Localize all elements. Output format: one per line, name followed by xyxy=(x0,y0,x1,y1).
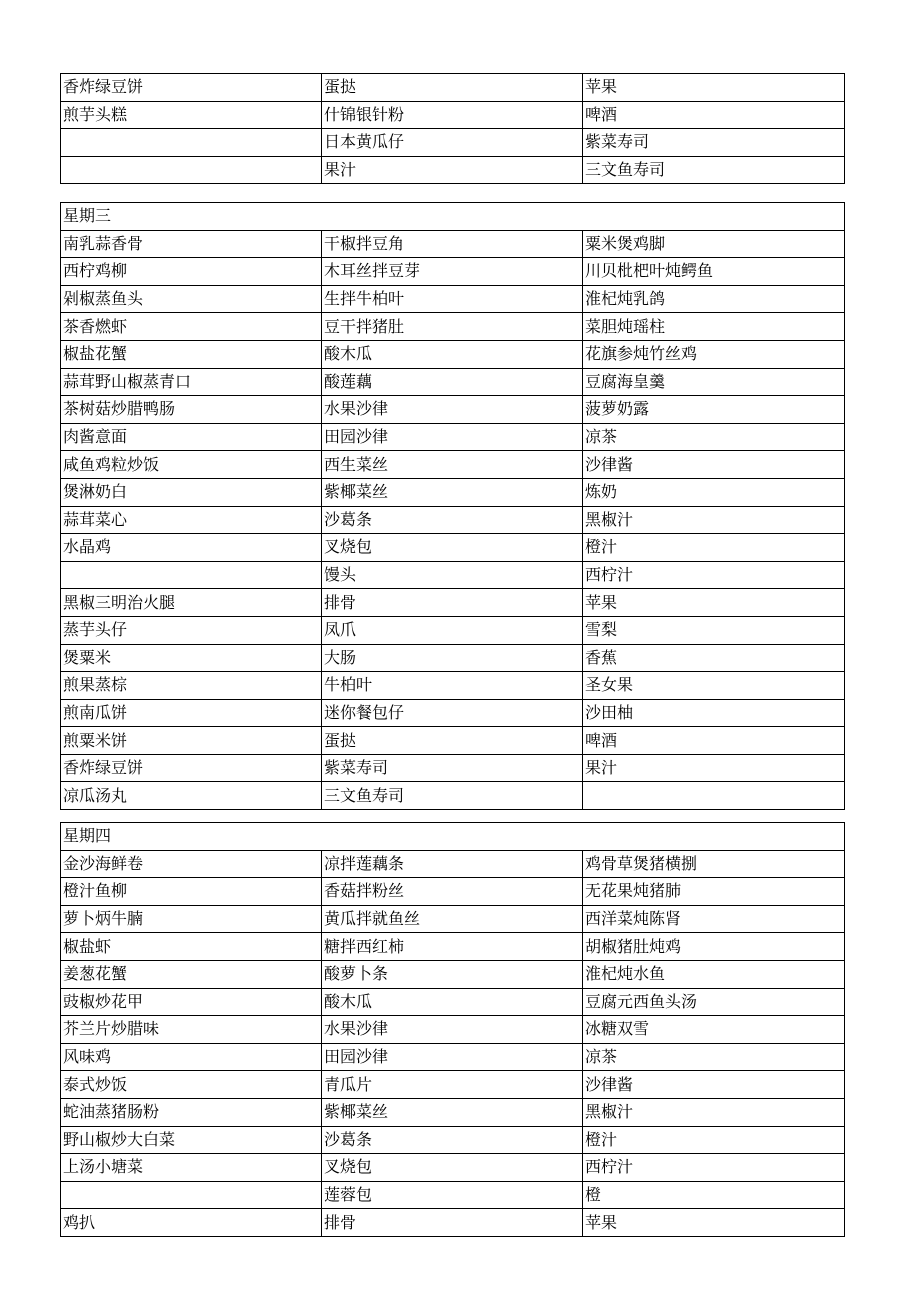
soup-drink-cell: 橙 xyxy=(583,1181,845,1209)
soup-drink-cell: 橙汁 xyxy=(583,1126,845,1154)
soup-drink-cell: 苹果 xyxy=(583,589,845,617)
soup-drink-cell: 粟米煲鸡脚 xyxy=(583,230,845,258)
table-row xyxy=(61,478,845,506)
table-row xyxy=(61,933,845,961)
dish-cell: 豉椒炒花甲 xyxy=(61,988,322,1016)
soup-drink-cell: 苹果 xyxy=(583,74,845,102)
side-dish-cell: 紫椰菜丝 xyxy=(322,478,583,506)
menu-table-body xyxy=(61,230,845,809)
table-row xyxy=(61,1126,845,1154)
dish-cell: 南乳蒜香骨 xyxy=(61,230,322,258)
table-row xyxy=(61,451,845,479)
dish-cell xyxy=(61,1181,322,1209)
dish-cell: 凉瓜汤丸 xyxy=(61,782,322,810)
side-dish-cell: 果汁 xyxy=(322,156,583,184)
table-row xyxy=(61,230,845,258)
soup-drink-cell: 黑椒汁 xyxy=(583,506,845,534)
soup-drink-cell: 圣女果 xyxy=(583,672,845,700)
table-row xyxy=(61,1209,845,1237)
soup-drink-cell: 豆腐元西鱼头汤 xyxy=(583,988,845,1016)
menu-table-wednesday xyxy=(60,202,845,810)
soup-drink-cell: 无花果炖猪肺 xyxy=(583,878,845,906)
dish-cell: 风味鸡 xyxy=(61,1043,322,1071)
soup-drink-cell: 菠萝奶露 xyxy=(583,396,845,424)
dish-cell: 煎芋头糕 xyxy=(61,101,322,129)
dish-cell: 金沙海鲜卷 xyxy=(61,850,322,878)
side-dish-cell: 香菇拌粉丝 xyxy=(322,878,583,906)
side-dish-cell: 排骨 xyxy=(322,1209,583,1237)
soup-drink-cell: 花旗参炖竹丝鸡 xyxy=(583,340,845,368)
dish-cell: 姜葱花蟹 xyxy=(61,960,322,988)
soup-drink-cell: 三文鱼寿司 xyxy=(583,156,845,184)
table-row xyxy=(61,368,845,396)
dish-cell: 煲淋奶白 xyxy=(61,478,322,506)
table-row xyxy=(61,129,845,157)
side-dish-cell: 水果沙律 xyxy=(322,1016,583,1044)
side-dish-cell: 干椒拌豆角 xyxy=(322,230,583,258)
table-row xyxy=(61,727,845,755)
table-row xyxy=(61,1098,845,1126)
soup-drink-cell: 啤酒 xyxy=(583,727,845,755)
soup-drink-cell: 川贝枇杷叶炖鳄鱼 xyxy=(583,258,845,286)
dish-cell: 煎果蒸棕 xyxy=(61,672,322,700)
soup-drink-cell: 西柠汁 xyxy=(583,1154,845,1182)
soup-drink-cell: 沙律酱 xyxy=(583,1071,845,1099)
dish-cell: 野山椒炒大白菜 xyxy=(61,1126,322,1154)
table-row xyxy=(61,960,845,988)
day-title: 星期四 xyxy=(61,823,845,851)
table-row xyxy=(61,644,845,672)
side-dish-cell: 西生菜丝 xyxy=(322,451,583,479)
table-row xyxy=(61,101,845,129)
side-dish-cell: 酸木瓜 xyxy=(322,340,583,368)
soup-drink-cell: 淮杞炖乳鸽 xyxy=(583,285,845,313)
side-dish-cell: 豆干拌猪肚 xyxy=(322,313,583,341)
dish-cell: 剁椒蒸鱼头 xyxy=(61,285,322,313)
dish-cell: 黑椒三明治火腿 xyxy=(61,589,322,617)
table-row xyxy=(61,156,845,184)
day-header-row xyxy=(61,203,845,231)
table-row xyxy=(61,1016,845,1044)
side-dish-cell: 田园沙律 xyxy=(322,1043,583,1071)
dish-cell: 蛇油蒸猪肠粉 xyxy=(61,1098,322,1126)
side-dish-cell: 什锦银针粉 xyxy=(322,101,583,129)
table-row xyxy=(61,506,845,534)
menu-table-body xyxy=(61,74,845,184)
dish-cell: 蒜茸菜心 xyxy=(61,506,322,534)
menu-table-body xyxy=(61,850,845,1236)
table-row xyxy=(61,589,845,617)
side-dish-cell: 糖拌西红柿 xyxy=(322,933,583,961)
dish-cell: 煲粟米 xyxy=(61,644,322,672)
table-row xyxy=(61,782,845,810)
side-dish-cell: 酸木瓜 xyxy=(322,988,583,1016)
side-dish-cell: 酸萝卜条 xyxy=(322,960,583,988)
dish-cell: 香炸绿豆饼 xyxy=(61,754,322,782)
table-row xyxy=(61,616,845,644)
dish-cell: 橙汁鱼柳 xyxy=(61,878,322,906)
soup-drink-cell: 胡椒猪肚炖鸡 xyxy=(583,933,845,961)
table-row xyxy=(61,396,845,424)
side-dish-cell: 大肠 xyxy=(322,644,583,672)
soup-drink-cell: 冰糖双雪 xyxy=(583,1016,845,1044)
dish-cell: 蒜茸野山椒蒸青口 xyxy=(61,368,322,396)
soup-drink-cell: 紫菜寿司 xyxy=(583,129,845,157)
table-row xyxy=(61,1043,845,1071)
table-row xyxy=(61,905,845,933)
side-dish-cell: 水果沙律 xyxy=(322,396,583,424)
table-row xyxy=(61,1154,845,1182)
table-row xyxy=(61,258,845,286)
dish-cell xyxy=(61,561,322,589)
day-title: 星期三 xyxy=(61,203,845,231)
side-dish-cell: 紫椰菜丝 xyxy=(322,1098,583,1126)
side-dish-cell: 叉烧包 xyxy=(322,1154,583,1182)
soup-drink-cell: 豆腐海皇羹 xyxy=(583,368,845,396)
table-row xyxy=(61,74,845,102)
table-row xyxy=(61,988,845,1016)
menu-table-thursday xyxy=(60,822,845,1237)
dish-cell: 水晶鸡 xyxy=(61,534,322,562)
soup-drink-cell: 黑椒汁 xyxy=(583,1098,845,1126)
soup-drink-cell: 香蕉 xyxy=(583,644,845,672)
dish-cell: 茶香燃虾 xyxy=(61,313,322,341)
dish-cell xyxy=(61,156,322,184)
side-dish-cell: 青瓜片 xyxy=(322,1071,583,1099)
soup-drink-cell: 雪梨 xyxy=(583,616,845,644)
soup-drink-cell: 西洋菜炖陈肾 xyxy=(583,905,845,933)
side-dish-cell: 莲蓉包 xyxy=(322,1181,583,1209)
table-row xyxy=(61,534,845,562)
table-row xyxy=(61,285,845,313)
soup-drink-cell: 菜胆炖瑶柱 xyxy=(583,313,845,341)
dish-cell: 鸡扒 xyxy=(61,1209,322,1237)
dish-cell: 蒸芋头仔 xyxy=(61,616,322,644)
soup-drink-cell: 淮杞炖水鱼 xyxy=(583,960,845,988)
table-row xyxy=(61,878,845,906)
table-row xyxy=(61,340,845,368)
side-dish-cell: 迷你餐包仔 xyxy=(322,699,583,727)
soup-drink-cell: 沙律酱 xyxy=(583,451,845,479)
table-row xyxy=(61,1071,845,1099)
table-row xyxy=(61,1181,845,1209)
dish-cell: 泰式炒饭 xyxy=(61,1071,322,1099)
side-dish-cell: 木耳丝拌豆芽 xyxy=(322,258,583,286)
soup-drink-cell: 鸡骨草煲猪横捌 xyxy=(583,850,845,878)
table-row xyxy=(61,850,845,878)
side-dish-cell: 牛柏叶 xyxy=(322,672,583,700)
dish-cell: 香炸绿豆饼 xyxy=(61,74,322,102)
soup-drink-cell: 凉茶 xyxy=(583,423,845,451)
soup-drink-cell: 果汁 xyxy=(583,754,845,782)
side-dish-cell: 凉拌莲藕条 xyxy=(322,850,583,878)
side-dish-cell: 沙葛条 xyxy=(322,506,583,534)
menu-table-continued xyxy=(60,73,845,184)
table-row xyxy=(61,699,845,727)
soup-drink-cell: 苹果 xyxy=(583,1209,845,1237)
soup-drink-cell: 沙田柚 xyxy=(583,699,845,727)
side-dish-cell: 三文鱼寿司 xyxy=(322,782,583,810)
day-header-row xyxy=(61,823,845,851)
dish-cell: 茶树菇炒腊鸭肠 xyxy=(61,396,322,424)
soup-drink-cell: 西柠汁 xyxy=(583,561,845,589)
soup-drink-cell: 橙汁 xyxy=(583,534,845,562)
dish-cell xyxy=(61,129,322,157)
soup-drink-cell: 炼奶 xyxy=(583,478,845,506)
dish-cell: 椒盐花蟹 xyxy=(61,340,322,368)
dish-cell: 芥兰片炒腊味 xyxy=(61,1016,322,1044)
soup-drink-cell xyxy=(583,782,845,810)
side-dish-cell: 排骨 xyxy=(322,589,583,617)
dish-cell: 肉酱意面 xyxy=(61,423,322,451)
dish-cell: 煎南瓜饼 xyxy=(61,699,322,727)
side-dish-cell: 酸莲藕 xyxy=(322,368,583,396)
soup-drink-cell: 凉茶 xyxy=(583,1043,845,1071)
side-dish-cell: 日本黄瓜仔 xyxy=(322,129,583,157)
side-dish-cell: 蛋挞 xyxy=(322,727,583,755)
table-row xyxy=(61,313,845,341)
dish-cell: 椒盐虾 xyxy=(61,933,322,961)
table-row xyxy=(61,561,845,589)
dish-cell: 煎粟米饼 xyxy=(61,727,322,755)
side-dish-cell: 田园沙律 xyxy=(322,423,583,451)
side-dish-cell: 紫菜寿司 xyxy=(322,754,583,782)
soup-drink-cell: 啤酒 xyxy=(583,101,845,129)
side-dish-cell: 黄瓜拌就鱼丝 xyxy=(322,905,583,933)
side-dish-cell: 叉烧包 xyxy=(322,534,583,562)
side-dish-cell: 馒头 xyxy=(322,561,583,589)
side-dish-cell: 蛋挞 xyxy=(322,74,583,102)
dish-cell: 上汤小塘菜 xyxy=(61,1154,322,1182)
table-row xyxy=(61,672,845,700)
dish-cell: 咸鱼鸡粒炒饭 xyxy=(61,451,322,479)
side-dish-cell: 生拌牛柏叶 xyxy=(322,285,583,313)
side-dish-cell: 凤爪 xyxy=(322,616,583,644)
side-dish-cell: 沙葛条 xyxy=(322,1126,583,1154)
dish-cell: 萝卜炳牛腩 xyxy=(61,905,322,933)
dish-cell: 西柠鸡柳 xyxy=(61,258,322,286)
table-row xyxy=(61,423,845,451)
table-row xyxy=(61,754,845,782)
